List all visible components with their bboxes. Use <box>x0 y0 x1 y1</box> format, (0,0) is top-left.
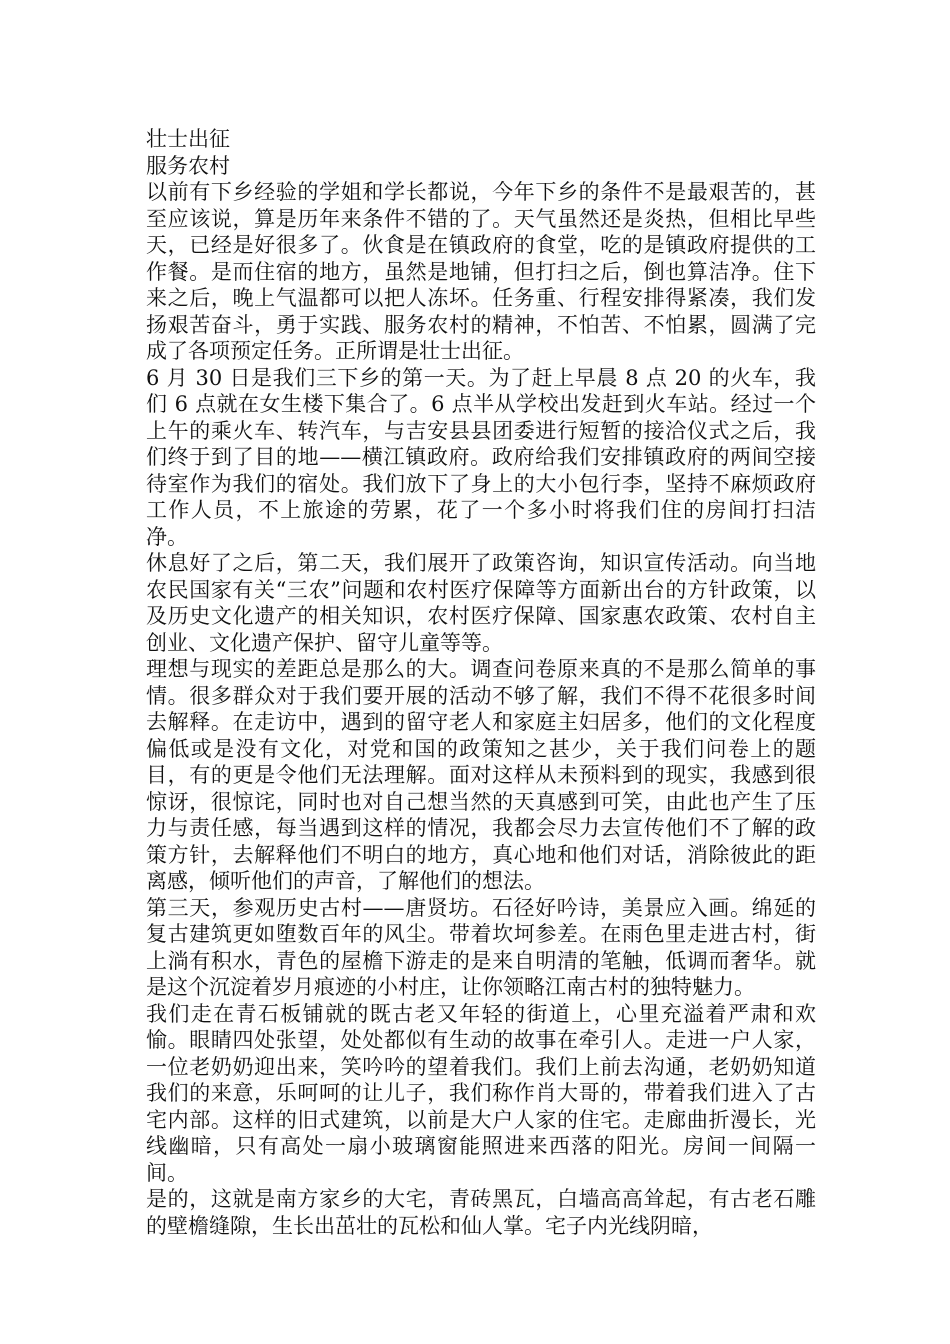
document-title: 壮士出征 <box>146 127 230 151</box>
paragraph-3: 休息好了之后，第二天，我们展开了政策咨询，知识宣传活动。向当地农民国家有关“三农”问题和农村医疗保障等方面新出台的方针政策，以及历史文化遗产的相关知识，农村医疗保障、国家惠农政策、农村自主创业、文化遗产保护、留守儿童等等。 <box>146 551 816 655</box>
document-page <box>146 126 816 1239</box>
document-subtitle: 服务农村 <box>146 153 230 178</box>
paragraph-5: 第三天，参观历史古村——唐贤坊。石径好吟诗，美景应入画。绵延的复古建筑更如堕数百年的风尘。带着坎坷参差。在雨色里走进古村，街上淌有积水，青色的屋檐下游走的是来自明清的笔触，低调而奢华。就是这个沉淀着岁月痕迹的小村庄，让你领略江南古村的独特魅力。 <box>146 895 816 999</box>
paragraph-7: 是的，这就是南方家乡的大宅，青砖黑瓦，白墙高高耸起，有古老石雕的壁檐缝隙，生长出茁壮的瓦松和仙人掌。宅子内光线阴暗， <box>146 1187 816 1238</box>
paragraph-2: 6 月 30 日是我们三下乡的第一天。为了赶上早晨 8 点 20 的火车，我们 6 点就在女生楼下集合了。6 点半从学校出发赶到火车站。经过一个上午的乘火车、转汽车，与吉安县县团委进行短暂的接洽仪式之后，我们终于到了目的地——横江镇政府。政府给我们安排镇政府的两间空接待室作为我们的宿处。我们放下了身上的大小包行李，坚持不麻烦政府工作人员，不上旅途的劳累，花了一个多小时将我们住的房间打扫洁净。 <box>146 365 816 549</box>
paragraph-1: 以前有下乡经验的学姐和学长都说，今年下乡的条件不是最艰苦的，甚至应该说，算是历年来条件不错的了。天气虽然还是炎热，但相比早些天，已经是好很多了。伙食是在镇政府的食堂，吃的是镇政府提供的工作餐。是而住宿的地方，虽然是地铺，但打扫之后，倒也算洁净。住下来之后，晚上气温都可以把人冻坏。任务重、行程安排得紧凑，我们发扬艰苦奋斗，勇于实践、服务农村的精神，不怕苦、不怕累，圆满了完成了各项预定任务。正所谓是壮士出征。 <box>146 180 816 363</box>
paragraph-6: 我们走在青石板铺就的既古老又年轻的街道上，心里充溢着严肃和欢愉。眼睛四处张望，处处都似有生动的故事在牵引人。走进一户人家，一位老奶奶迎出来，笑吟吟的望着我们。我们上前去沟通，老奶奶知道我们的来意，乐呵呵的让儿子，我们称作肖大哥的，带着我们进入了古宅内部。这样的旧式建筑，以前是大户人家的住宅。走廊曲折漫长，光线幽暗，只有高处一扇小玻璃窗能照进来西落的阳光。房间一间隔一间。 <box>146 1001 816 1185</box>
paragraph-4: 理想与现实的差距总是那么的大。调查问卷原来真的不是那么简单的事情。很多群众对于我们要开展的活动不够了解，我们不得不花很多时间去解释。在走访中，遇到的留守老人和家庭主妇居多，他们的文化程度偏低或是没有文化，对党和国的政策知之甚少，关于我们问卷上的题目，有的更是令他们无法理解。面对这样从未预料到的现实，我感到很惊讶，很惊诧，同时也对自己想当然的天真感到可笑，由此也产生了压力与责任感，每当遇到这样的情况，我都会尽力去宣传他们不了解的政策方针，去解释他们不明白的地方，真心地和他们对话，消除彼此的距离感，倾听他们的声音，了解他们的想法。 <box>146 657 816 893</box>
